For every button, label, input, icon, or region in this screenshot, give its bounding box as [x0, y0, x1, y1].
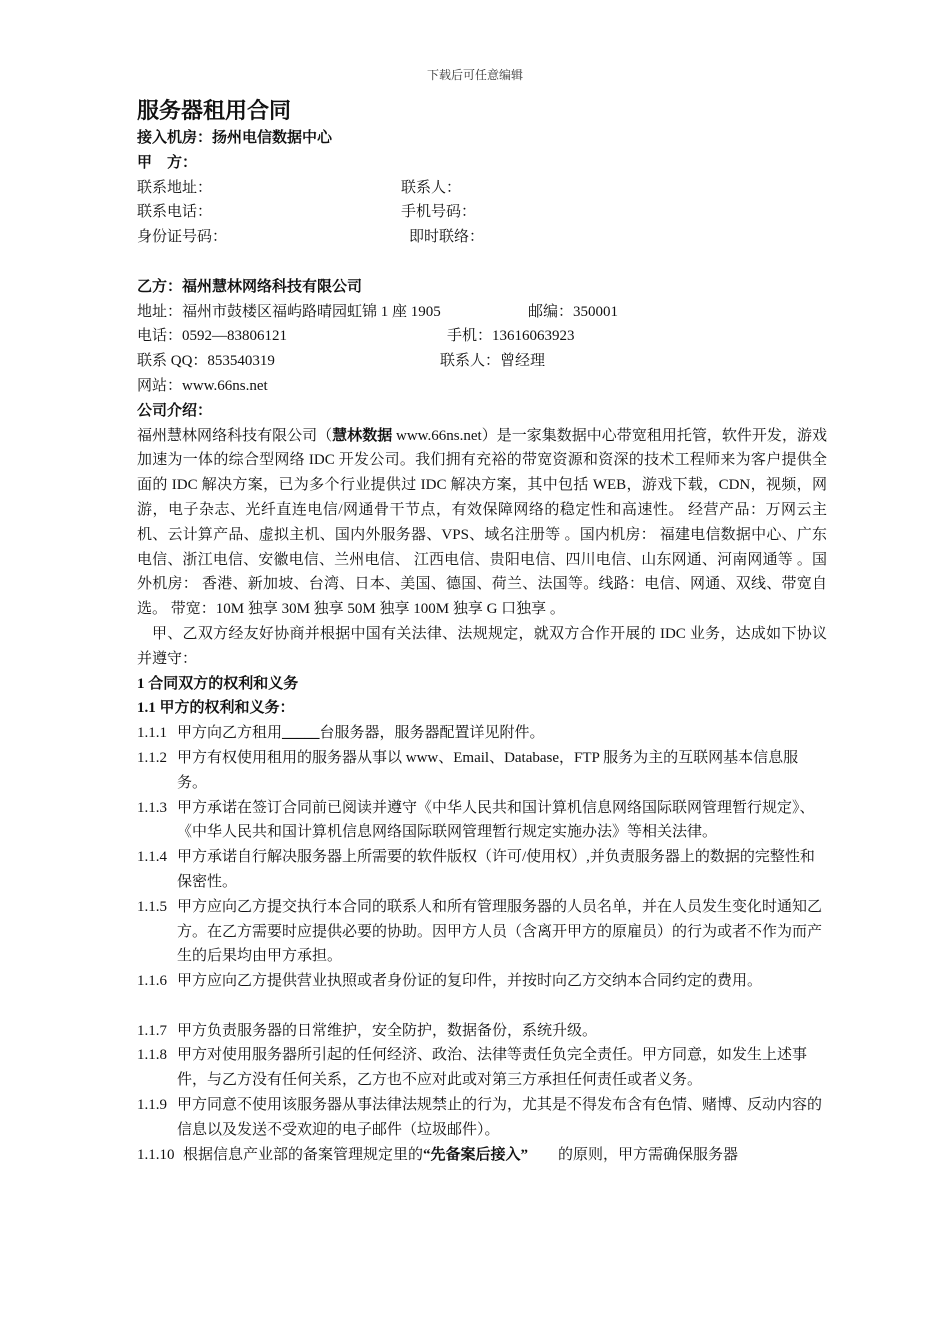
clause-1-1-4	[137, 845, 827, 895]
party-a-mobile-label: 手机号码：	[401, 204, 477, 221]
clause-number: 1.1.4	[137, 849, 167, 866]
clause-number: 1.1.3	[137, 799, 167, 816]
party-b-postcode: 邮编：350001	[528, 303, 619, 320]
intro-paragraph	[137, 424, 827, 622]
party-b-address-row	[137, 300, 827, 325]
document-title: 服务器租用合同	[137, 98, 292, 123]
clause-number: 1.1.1	[137, 725, 167, 742]
party-a-phone-label: 联系电话：	[137, 204, 213, 221]
party-a-address-label: 联系地址：	[137, 179, 213, 196]
clause-text: 甲方承诺自行解决服务器上所需要的软件版权（许可/使用权）,并负责服务器上的数据的完整性和保密性。	[177, 849, 815, 890]
clause-number: 1.1.10	[137, 1146, 175, 1163]
clause-text: 的原则，甲方需确保服务器	[528, 1146, 739, 1163]
clause-number: 1.1.2	[137, 749, 167, 766]
machine-room: 接入机房：扬州电信数据中心	[137, 130, 333, 146]
document-body	[137, 96, 827, 1167]
intro-brand: 慧林数据	[332, 427, 393, 444]
clause-text: 甲方负责服务器的日常维护，安全防护，数据备份，系统升级。	[177, 1022, 598, 1039]
party-b-contact: 联系人：曾经理	[440, 353, 546, 370]
spacer	[137, 994, 827, 1019]
party-b-website: 网站：www.66ns.net	[137, 377, 268, 394]
clause-1-1-10	[137, 1143, 827, 1168]
clause-1-1-3	[137, 796, 827, 846]
clause-1-1-5	[137, 895, 827, 969]
clause-number: 1.1.8	[137, 1047, 167, 1064]
agreement-paragraph: 甲、乙双方经友好协商并根据中国有关法律、法规规定，就双方合作开展的 IDC 业务，达成如下协议并遵守：	[137, 625, 827, 667]
clause-text: 甲方应向乙方提交执行本合同的联系人和所有管理服务器的人员名单，并在人员发生变化时通知乙方。在乙方需要时应提供必要的协助。因甲方人员（含离开甲方的原雇员）的行为或者不作为而产生的后果均由甲方承担。	[177, 898, 823, 965]
party-b-qq: 联系 QQ：853540319	[137, 353, 275, 370]
party-b-heading: 乙方：福州慧林网络科技有限公司	[137, 278, 363, 295]
party-a-id-row	[137, 225, 827, 250]
clause-text: 甲方有权使用租用的服务器从事以 www、Email、Database，FTP 服务为主的互联网基本信息服务。	[177, 749, 799, 791]
clause-text: 甲方同意不使用该服务器从事法律法规禁止的行为，尤其是不得发布含有色情、赌博、反动内容的信息以及发送不受欢迎的电子邮件（垃圾邮件）。	[177, 1097, 823, 1138]
party-b-phone: 电话：0592—83806121	[137, 328, 288, 345]
section-1-heading: 1 合同双方的权利和义务	[137, 675, 299, 692]
party-b-qq-row	[137, 349, 827, 374]
intro-body: www.66ns.net）是一家集数据中心带宽租用托管，软件开发，游戏加速为一体的综合型网络 IDC 开发公司。我们拥有充裕的带宽资源和资深的技术工程师来为客户提供全面的 IDC 解决方案，已为多个行业提供过 IDC 解决方案，其中包括 WEB，游戏下载，CDN，视频，网游，电子杂志、光纤直连电信/网通骨干节点，有效保障网络的稳定性和高速性。 经营产品：万网云主机、云计算产品、虚拟主机、国内外服务器、VPS、域名注册等 。国内机房： 福建电信数据中心、广东电信、浙江电信、安徽电信、兰州电信、 江西电信、贵阳电信、四川电信、山东网通、河南网通等 。国外机房： 香港、新加坡、台湾、日本、美国、德国、荷兰、法国等。线路：电信、网通、双线、带宽自选。 带宽：10M 独享 30M 独享 50M 独享 100M 独享 G 口独享 。	[137, 427, 827, 618]
clause-text: 台服务器，服务器配置详见附件。	[319, 725, 545, 742]
clause-emphasis: “先备案后接入”	[423, 1146, 529, 1163]
party-a-im-label: 即时联络：	[409, 229, 485, 246]
clause-1-1-1	[137, 721, 827, 746]
clause-number: 1.1.7	[137, 1022, 167, 1039]
party-b-phone-row	[137, 324, 827, 349]
quantity-blank: _____	[282, 725, 320, 742]
clause-number: 1.1.5	[137, 898, 167, 915]
party-a-contact-label: 联系人：	[401, 179, 462, 196]
party-a-address-row	[137, 176, 827, 201]
clause-1-1-9	[137, 1093, 827, 1143]
header-note: 下载后可任意编辑	[426, 68, 523, 82]
party-a-id-label: 身份证号码：	[137, 229, 228, 246]
party-b-address: 地址：福州市鼓楼区福屿路晴园虹锦 1 座 1905	[137, 303, 441, 320]
clause-text: 甲方承诺在签订合同前已阅读并遵守《中华人民共和国计算机信息网络国际联网管理暂行规定》、《中华人民共和国计算机信息网络国际联网管理暂行规定实施办法》等相关法律。	[177, 799, 815, 841]
clause-text: 甲方向乙方租用	[177, 725, 283, 742]
clause-number: 1.1.9	[137, 1097, 167, 1114]
party-a-phone-row	[137, 200, 827, 225]
intro-heading: 公司介绍：	[137, 402, 213, 419]
intro-prefix: 福州慧林网络科技有限公司（	[137, 427, 333, 444]
clause-1-1-2	[137, 746, 827, 796]
party-a-heading: 甲 方：	[137, 154, 198, 171]
clause-text: 甲方应向乙方提供营业执照或者身份证的复印件，并按时向乙方交纳本合同约定的费用。	[177, 973, 763, 990]
clause-number: 1.1.6	[137, 973, 167, 990]
clause-1-1-7	[137, 1019, 827, 1044]
clause-1-1-8	[137, 1043, 827, 1093]
party-b-mobile: 手机：13616063923	[447, 328, 575, 345]
spacer	[137, 250, 827, 275]
section-1-1-heading: 1.1 甲方的权利和义务：	[137, 700, 295, 717]
clause-text: 甲方对使用服务器所引起的任何经济、政治、法律等责任负完全责任。甲方同意，如发生上述事件，与乙方没有任何关系，乙方也不应对此或对第三方承担任何责任或者义务。	[177, 1047, 808, 1089]
clause-text: 根据信息产业部的备案管理规定里的	[183, 1146, 424, 1163]
clause-1-1-6	[137, 969, 827, 994]
